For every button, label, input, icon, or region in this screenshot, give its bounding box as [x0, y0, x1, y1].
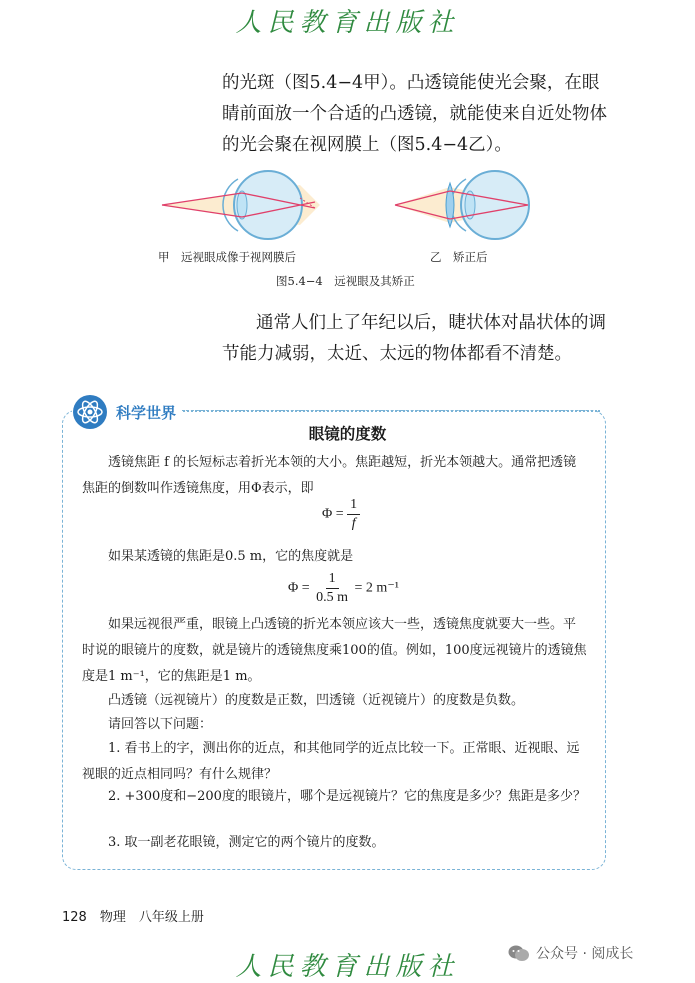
formula-1-denominator: f — [351, 516, 356, 531]
question-2: 2. +300度和−200度的眼镜片，哪个是远视镜片？它的焦度是多少？焦距是多少？ — [108, 789, 586, 804]
left-figure-caption: 甲 远视眼成像于视网膜后 — [158, 250, 296, 264]
box-header-divider — [180, 410, 600, 412]
science-world-label: 科学世界 — [116, 403, 177, 422]
right-figure-caption: 乙 矫正后 — [430, 250, 488, 264]
box-title: 眼镜的度数 — [308, 425, 387, 443]
formula-2-numerator: 1 — [326, 570, 339, 589]
formula-2-lhs: Φ = — [288, 580, 310, 596]
formula-2-denominator: 0.5 m — [316, 590, 349, 605]
box-paragraph-1: 透镜焦距 f 的长短标志着折光本领的大小。焦距越短，折光本领越大。通常把透镜焦距的倒数叫作透镜焦度，用Φ表示，即 — [82, 455, 577, 496]
left-eye-diagram — [162, 171, 320, 239]
formula-2 — [288, 570, 399, 607]
box-paragraph-5: 请回答以下问题： — [108, 717, 213, 732]
paragraph-2: 通常人们上了年纪以后，睫状体对晶状体的调节能力减弱，太近、太远的物体都看不清楚。 — [222, 313, 606, 364]
formula-1-fraction — [347, 496, 360, 533]
figure-eye-diagrams — [150, 165, 550, 295]
publisher-logo-bottom: 人民教育出版社 — [235, 952, 460, 982]
formula-1-lhs: Φ = — [322, 506, 344, 522]
box-paragraph-3: 如果远视很严重，眼镜上凸透镜的折光本领应该大一些，透镜焦度就要大一些。平时说的眼镜片的度数，就是镜片的透镜焦度乘100的值。例如，100度远视镜片的透镜焦度是1 m⁻¹，它的焦距是1 m。 — [82, 617, 587, 684]
watermark — [508, 943, 633, 963]
box-paragraph-2: 如果某透镜的焦距是0.5 m，它的焦度就是 — [108, 549, 354, 564]
box-paragraph-4: 凸透镜（远视镜片）的度数是正数，凹透镜（近视镜片）的度数是负数。 — [108, 693, 525, 708]
question-1: 1. 看书上的字，测出你的近点，和其他同学的近点比较一下。正常眼、近视眼、远视眼的近点相同吗？有什么规律？ — [82, 741, 580, 782]
publisher-logo-top: 人民教育出版社 — [235, 8, 460, 38]
page-footer: 128 物理 八年级上册 — [62, 910, 204, 925]
watermark-text: 公众号 · 阅成长 — [536, 946, 634, 962]
question-3: 3. 取一副老花眼镜，测定它的两个镜片的度数。 — [108, 835, 385, 850]
right-eye-diagram — [395, 171, 529, 239]
formula-1-numerator: 1 — [347, 496, 360, 515]
formula-1 — [322, 496, 360, 533]
formula-2-rhs: = 2 m⁻¹ — [354, 580, 399, 596]
wechat-icon — [508, 944, 530, 962]
formula-2-fraction — [313, 570, 351, 607]
figure-caption: 图5.4−4 远视眼及其矫正 — [276, 274, 415, 288]
paragraph-1: 的光斑（图5.4−4甲）。凸透镜能使光会聚，在眼睛前面放一个合适的凸透镜，就能使来自近处物体的光会聚在视网膜上（图5.4−4乙）。 — [222, 73, 607, 155]
